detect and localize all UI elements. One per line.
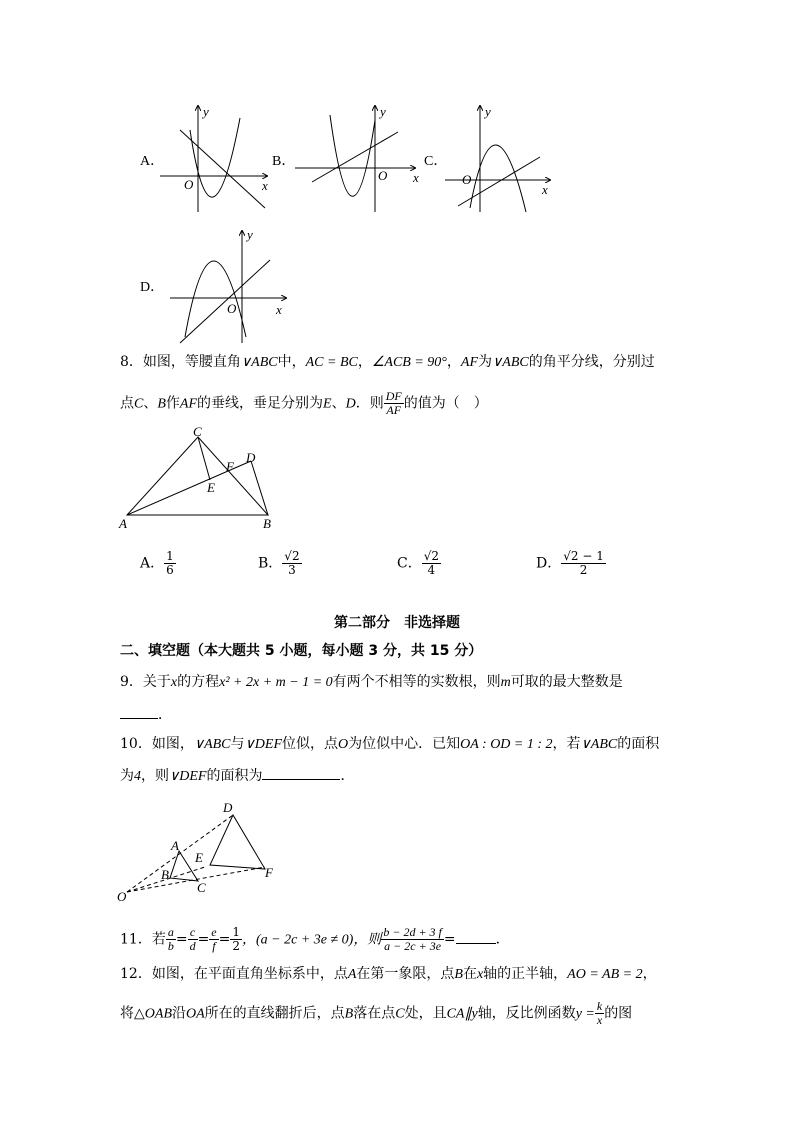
line bbox=[180, 260, 270, 343]
label-d: D bbox=[223, 800, 233, 815]
part-title: 第二部分 非选择题 bbox=[334, 615, 460, 631]
ray-of bbox=[127, 867, 265, 892]
y-label: y bbox=[380, 104, 386, 119]
x-label: x bbox=[542, 182, 548, 197]
y-label: y bbox=[203, 104, 209, 119]
option-c-label: C． bbox=[424, 154, 448, 169]
triangle-abc bbox=[127, 437, 268, 515]
q8-line2: 点C、B作AF的垂线，垂足分别为E、D．则 $\frac{DF}{AF}$ 的值为（ ） bbox=[120, 389, 488, 417]
triangle-def bbox=[210, 815, 265, 869]
q9-line1: 9．关于x的方程x² + 2x + m − 1 = 0有两个不相等的实数根，则m可取的最大整数是 bbox=[120, 674, 623, 690]
q10-figure bbox=[115, 795, 295, 905]
q11-line: 11．若 $\frac{a}{b}$ = $\frac{c}{d}$ = $\frac{e}{f}$ = $\frac{1}{2}$ ，(a − 2c + 3e ≠ 0)，则 $\frac{b - 2d + 3 f}{a - 2c + 3e}$ = ． bbox=[120, 925, 510, 953]
label-o: O bbox=[117, 889, 127, 904]
label-d: D bbox=[246, 450, 256, 465]
q8-option-d: D． $\frac{√2 - 1}{2}$ bbox=[536, 549, 604, 577]
section-heading: 二、填空题（本大题共 5 小题，每小题 3 分，共 15 分） bbox=[120, 643, 483, 659]
label-a: A bbox=[119, 516, 127, 531]
option-b-label: B． bbox=[272, 154, 296, 169]
answer-blank[interactable] bbox=[120, 704, 158, 719]
parabola bbox=[330, 115, 375, 196]
q8-option-a: A． $\frac{1}{6}$ bbox=[140, 549, 174, 577]
x-label: x bbox=[262, 178, 268, 193]
answer-blank[interactable] bbox=[456, 929, 496, 944]
x-label: x bbox=[413, 170, 419, 185]
q8-option-b: B． $\frac{√2}{3}$ bbox=[258, 549, 300, 577]
answer-blank[interactable] bbox=[262, 765, 340, 780]
origin-label: O bbox=[227, 301, 237, 316]
option-c-graph bbox=[440, 100, 565, 220]
y-label: y bbox=[247, 227, 253, 242]
label-b: B bbox=[263, 516, 271, 531]
parabola bbox=[470, 145, 526, 212]
origin-label: O bbox=[184, 177, 194, 192]
label-b: B bbox=[161, 867, 169, 882]
label-c: C bbox=[197, 880, 206, 895]
label-f: F bbox=[265, 865, 273, 880]
q10-line2: 为4，则∨DEF的面积为 ． bbox=[120, 765, 354, 787]
q8-line1: 8．如图，等腰直角∨ABC中，AC = BC，∠ACB = 90°，AF为∨ABC的角平分线，分别过 bbox=[120, 354, 655, 370]
q12-line2: 将△OAB沿OA所在的直线翻折后，点B落在点C处，且CA∥y轴，反比例函数y = $\frac{k}{x}$ 的图 bbox=[120, 999, 633, 1027]
option-a-label: A． bbox=[140, 154, 165, 169]
line bbox=[180, 130, 265, 208]
q9-line2: ． bbox=[120, 704, 172, 725]
origin-label: O bbox=[378, 168, 388, 183]
option-d-graph bbox=[160, 225, 295, 350]
q8-fraction: $\frac{DF}{AF}$ bbox=[385, 389, 402, 417]
q12-line1: 12．如图，在平面直角坐标系中，点A在第一象限，点B在x轴的正半轴，AO = AB = 2， bbox=[120, 966, 657, 982]
option-d-label: D． bbox=[140, 280, 165, 295]
label-e: E bbox=[207, 480, 215, 495]
label-e: E bbox=[195, 850, 203, 865]
label-c: C bbox=[193, 425, 202, 439]
option-a-graph bbox=[155, 100, 280, 220]
q10-line1: 10．如图，∨ABC与∨DEF位似，点O为位似中心．已知OA : OD = 1 : 2，若∨ABC的面积 bbox=[120, 736, 660, 752]
label-a: A bbox=[171, 838, 179, 853]
parabola bbox=[185, 261, 246, 337]
q8-option-c: C． $\frac{√2}{4}$ bbox=[397, 549, 439, 577]
y-label: y bbox=[485, 104, 491, 119]
x-label: x bbox=[276, 302, 282, 317]
origin-label: O bbox=[462, 172, 472, 187]
q8-figure bbox=[115, 425, 285, 535]
segment-bd bbox=[251, 461, 268, 515]
option-b-graph bbox=[290, 100, 425, 220]
label-f: F bbox=[226, 459, 234, 474]
